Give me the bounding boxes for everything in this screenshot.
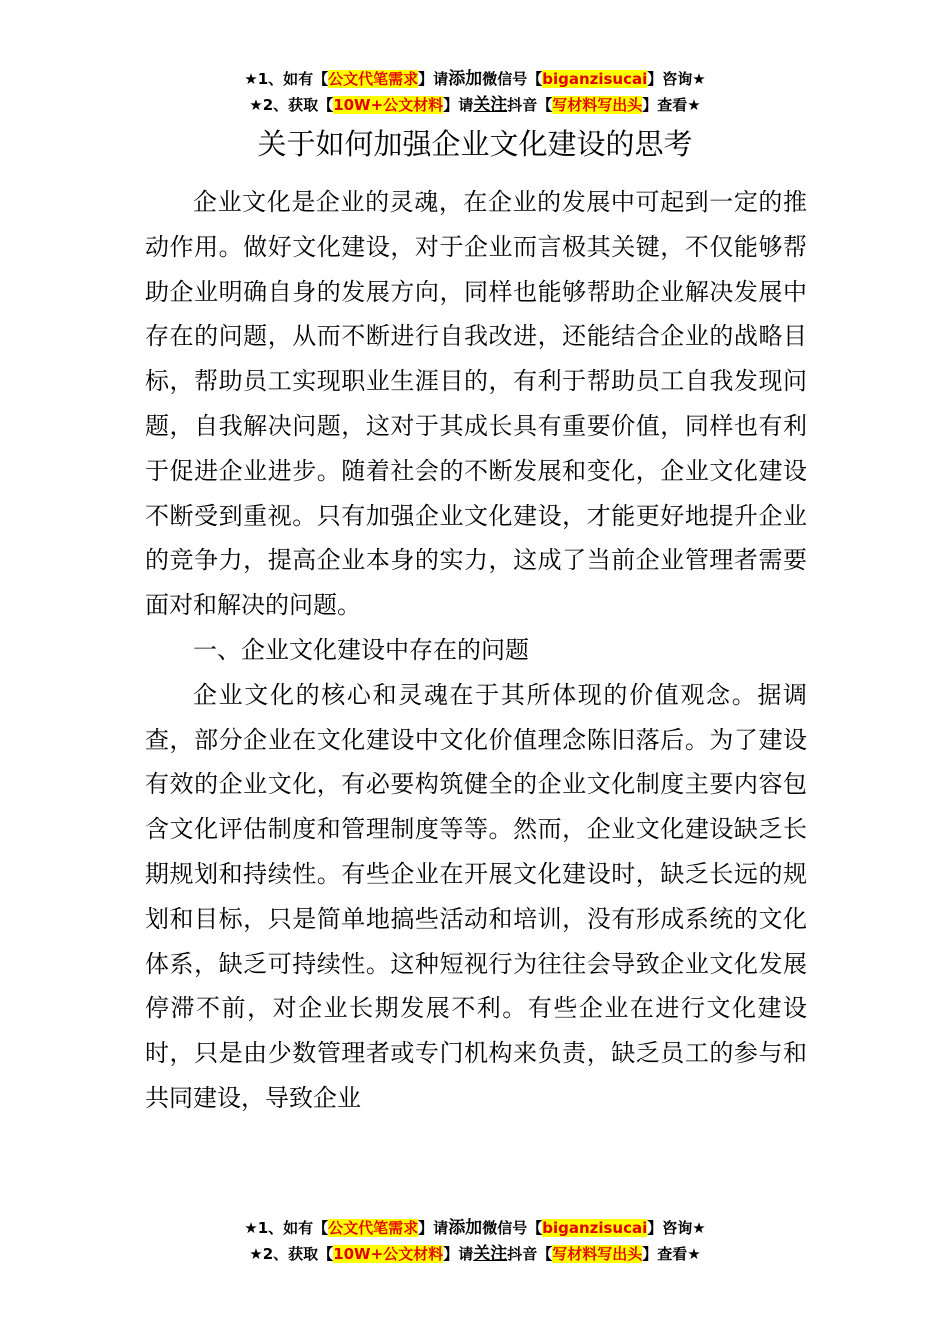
paragraph: 企业文化是企业的灵魂，在企业的发展中可起到一定的推动作用。做好文化建设，对于企业而言极其关键，不仅能够帮助企业明确自身的发展方向，同样也能够帮助企业解决发展中存在的问题，从而不断进行自我改进，还能结合企业的战略目标，帮助员工实现职业生涯目的，有利于帮助员工自我发现问题，自我解决问题，这对于其成长具有重要价值，同样也有利于促进企业进步。随着社会的不断发展和变化，企业文化建设不断受到重视。只有加强企业文化建设，才能更好地提升企业的竞争力，提高企业本身的实力，这成了当前企业管理者需要面对和解决的问题。	[145, 188, 807, 620]
document-title: 关于如何加强企业文化建设的思考	[257, 127, 693, 161]
header-promo-banner	[0, 66, 950, 118]
promo-text: ★1、如有【	[244, 70, 329, 88]
promo-emphasis: 关注	[473, 95, 508, 115]
promo-line-2	[0, 92, 950, 118]
promo-text: 】查看★	[642, 96, 701, 114]
promo-emphasis: 添加	[448, 1218, 483, 1238]
promo-text: 】请	[443, 96, 474, 114]
promo-text: 微信号【	[482, 1219, 543, 1237]
promo-text: 】请	[418, 70, 449, 88]
promo-highlight: 公文代笔需求	[328, 70, 419, 88]
document-body	[145, 180, 807, 1121]
promo-text: 】请	[418, 1219, 449, 1237]
promo-line-1	[0, 66, 950, 92]
footer-promo-banner	[0, 1215, 950, 1267]
wechat-id: biganzisucai	[542, 1219, 648, 1237]
promo-text: 抖音【	[507, 1245, 553, 1263]
promo-text: ★2、获取【	[249, 1245, 334, 1263]
promo-highlight: 10W+公文材料	[333, 1245, 444, 1263]
promo-line-2	[0, 1241, 950, 1267]
promo-text: 】咨询★	[647, 1219, 706, 1237]
paragraph: 企业文化的核心和灵魂在于其所体现的价值观念。据调查，部分企业在文化建设中文化价值理念陈旧落后。为了建设有效的企业文化，有必要构筑健全的企业文化制度主要内容包含文化评估制度和管理制度等等。然而，企业文化建设缺乏长期规划和持续性。有些企业在开展文化建设时，缺乏长远的规划和目标，只是简单地搞些活动和培训，没有形成系统的文化体系，缺乏可持续性。这种短视行为往往会导致企业文化发展停滞不前，对企业长期发展不利。有些企业在进行文化建设时，只是由少数管理者或专门机构来负责，缺乏员工的参与和共同建设，导致企业	[145, 680, 807, 1112]
section-heading: 一、企业文化建设中存在的问题	[193, 635, 529, 664]
promo-text: ★2、获取【	[249, 96, 334, 114]
promo-text: 】咨询★	[647, 70, 706, 88]
wechat-id: biganzisucai	[542, 70, 648, 88]
promo-line-1	[0, 1215, 950, 1241]
douyin-account: 写材料写出头	[552, 1245, 643, 1263]
promo-emphasis: 关注	[473, 1244, 508, 1264]
promo-highlight: 10W+公文材料	[333, 96, 444, 114]
promo-text: 抖音【	[507, 96, 553, 114]
promo-text: ★1、如有【	[244, 1219, 329, 1237]
promo-highlight: 公文代笔需求	[328, 1219, 419, 1237]
promo-text: 微信号【	[482, 70, 543, 88]
promo-emphasis: 添加	[448, 69, 483, 89]
promo-text: 】查看★	[642, 1245, 701, 1263]
douyin-account: 写材料写出头	[552, 96, 643, 114]
promo-text: 】请	[443, 1245, 474, 1263]
